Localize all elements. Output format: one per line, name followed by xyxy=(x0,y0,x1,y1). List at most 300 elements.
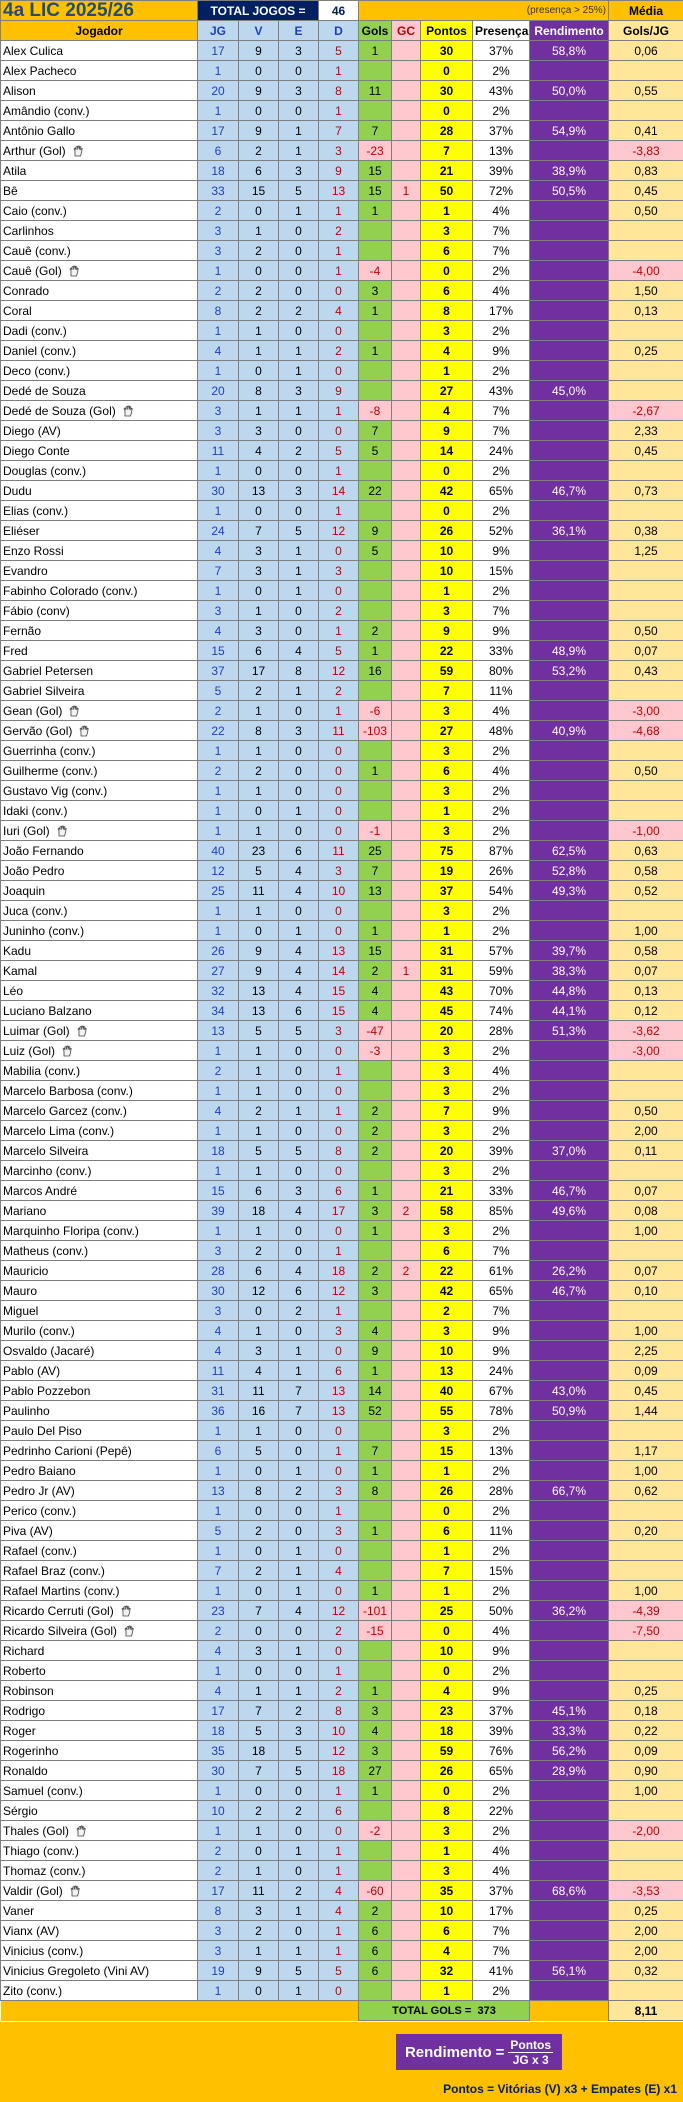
table-row xyxy=(1,341,683,361)
cell-player-name xyxy=(1,1801,198,1821)
cell-e: 5 xyxy=(279,1021,319,1041)
table-row xyxy=(1,861,683,881)
table-row xyxy=(1,1921,683,1941)
cell-pontos: 0 xyxy=(421,61,473,81)
cell-jg: 24 xyxy=(198,521,239,541)
cell-jg: 1 xyxy=(198,1781,239,1801)
cell-jg: 3 xyxy=(198,241,239,261)
cell-gols-jg xyxy=(609,1841,683,1861)
cell-player-name xyxy=(1,1041,198,1061)
player-name: Rafael (conv.) xyxy=(3,1543,77,1558)
cell-presenca: 2% xyxy=(473,361,530,381)
cell-gols: 16 xyxy=(359,661,392,681)
cell-jg: 11 xyxy=(198,441,239,461)
cell-rendimento xyxy=(530,1581,609,1601)
cell-player-name xyxy=(1,981,198,1001)
player-name: Roger xyxy=(3,1723,36,1738)
cell-d: 12 xyxy=(319,1601,359,1621)
table-row xyxy=(1,741,683,761)
player-name: Vianx (AV) xyxy=(3,1923,60,1938)
cell-v: 3 xyxy=(239,1901,279,1921)
cell-presenca: 2% xyxy=(473,261,530,281)
cell-player-name xyxy=(1,641,198,661)
cell-pontos: 6 xyxy=(421,761,473,781)
cell-gc xyxy=(392,1781,421,1801)
cell-v: 5 xyxy=(239,861,279,881)
table-row xyxy=(1,321,683,341)
table-row xyxy=(1,241,683,261)
cell-rendimento xyxy=(530,141,609,161)
cell-jg: 28 xyxy=(198,1261,239,1281)
cell-e: 1 xyxy=(279,1981,319,2001)
cell-gc xyxy=(392,1481,421,1501)
cell-player-name xyxy=(1,721,198,741)
cell-jg: 1 xyxy=(198,1541,239,1561)
cell-rendimento xyxy=(530,1641,609,1661)
goalkeeper-glove-icon xyxy=(72,144,84,156)
cell-gols xyxy=(359,1981,392,2001)
cell-rendimento xyxy=(530,261,609,281)
player-name: Guilherme (conv.) xyxy=(3,763,98,778)
goalkeeper-glove-icon xyxy=(68,704,80,716)
table-row xyxy=(1,1541,683,1561)
table-row xyxy=(1,1461,683,1481)
cell-v: 0 xyxy=(239,801,279,821)
cell-gols xyxy=(359,1661,392,1681)
cell-player-name xyxy=(1,401,198,421)
cell-player-name xyxy=(1,701,198,721)
cell-gc xyxy=(392,1041,421,1061)
cell-gc xyxy=(392,481,421,501)
table-row xyxy=(1,941,683,961)
cell-gc xyxy=(392,281,421,301)
player-name: Dedé de Souza xyxy=(3,383,86,398)
cell-gc xyxy=(392,541,421,561)
cell-presenca: 2% xyxy=(473,741,530,761)
cell-presenca: 54% xyxy=(473,881,530,901)
cell-v: 1 xyxy=(239,341,279,361)
cell-rendimento: 36,2% xyxy=(530,1601,609,1621)
cell-presenca: 78% xyxy=(473,1401,530,1421)
cell-pontos: 1 xyxy=(421,1841,473,1861)
col-header-d: D xyxy=(319,21,359,41)
cell-player-name xyxy=(1,1321,198,1341)
cell-jg: 3 xyxy=(198,601,239,621)
cell-e: 0 xyxy=(279,1241,319,1261)
cell-v: 1 xyxy=(239,1681,279,1701)
cell-presenca: 4% xyxy=(473,761,530,781)
cell-player-name xyxy=(1,1101,198,1121)
cell-player-name xyxy=(1,681,198,701)
cell-presenca: 43% xyxy=(473,381,530,401)
cell-jg: 2 xyxy=(198,1621,239,1641)
cell-player-name xyxy=(1,1561,198,1581)
cell-gc xyxy=(392,1981,421,2001)
goalkeeper-glove-icon xyxy=(56,824,68,836)
cell-jg: 1 xyxy=(198,1161,239,1181)
col-header-name: Jogador xyxy=(1,21,198,41)
cell-e: 0 xyxy=(279,101,319,121)
cell-pontos: 0 xyxy=(421,1621,473,1641)
cell-gols-jg: 2,33 xyxy=(609,421,683,441)
cell-d: 0 xyxy=(319,541,359,561)
cell-player-name xyxy=(1,961,198,981)
cell-d: 8 xyxy=(319,81,359,101)
cell-rendimento xyxy=(530,301,609,321)
cell-jg: 3 xyxy=(198,1301,239,1321)
cell-presenca: 4% xyxy=(473,201,530,221)
rendimento-fraction xyxy=(508,2038,553,2067)
cell-gols xyxy=(359,1081,392,1101)
cell-e: 0 xyxy=(279,1781,319,1801)
player-name: Alex Culica xyxy=(3,43,64,58)
cell-gols-jg xyxy=(609,1861,683,1881)
cell-v: 7 xyxy=(239,1601,279,1621)
cell-d: 0 xyxy=(319,1341,359,1361)
cell-v: 0 xyxy=(239,1621,279,1641)
cell-jg: 13 xyxy=(198,1021,239,1041)
cell-gols: 22 xyxy=(359,481,392,501)
player-name: Mauro xyxy=(3,1283,38,1298)
cell-pontos: 23 xyxy=(421,1701,473,1721)
cell-presenca: 2% xyxy=(473,1081,530,1101)
cell-d: 0 xyxy=(319,1421,359,1441)
table-row xyxy=(1,1821,683,1841)
cell-e: 0 xyxy=(279,261,319,281)
cell-rendimento xyxy=(530,1341,609,1361)
cell-e: 2 xyxy=(279,1481,319,1501)
cell-pontos: 55 xyxy=(421,1401,473,1421)
cell-gc xyxy=(392,1921,421,1941)
cell-jg: 3 xyxy=(198,1941,239,1961)
cell-player-name xyxy=(1,581,198,601)
cell-gc xyxy=(392,1661,421,1681)
cell-presenca: 39% xyxy=(473,161,530,181)
cell-presenca: 4% xyxy=(473,1861,530,1881)
cell-gc xyxy=(392,461,421,481)
cell-gols-jg xyxy=(609,741,683,761)
player-name: Miguel xyxy=(3,1303,39,1318)
cell-e: 1 xyxy=(279,1941,319,1961)
cell-gc xyxy=(392,1421,421,1441)
cell-presenca: 39% xyxy=(473,1721,530,1741)
table-row xyxy=(1,201,683,221)
cell-pontos: 30 xyxy=(421,41,473,61)
cell-d: 1 xyxy=(319,1501,359,1521)
cell-presenca: 2% xyxy=(473,1161,530,1181)
cell-gols xyxy=(359,1861,392,1881)
cell-gc xyxy=(392,61,421,81)
cell-gc xyxy=(392,1521,421,1541)
cell-gols-jg: 1,44 xyxy=(609,1401,683,1421)
cell-e: 0 xyxy=(279,281,319,301)
cell-v: 0 xyxy=(239,461,279,481)
cell-d: 10 xyxy=(319,1721,359,1741)
cell-gc xyxy=(392,121,421,141)
cell-d: 1 xyxy=(319,1441,359,1461)
table-row xyxy=(1,1141,683,1161)
cell-rendimento xyxy=(530,921,609,941)
cell-pontos: 3 xyxy=(421,1161,473,1181)
cell-v: 0 xyxy=(239,581,279,601)
cell-player-name xyxy=(1,1021,198,1041)
cell-e: 0 xyxy=(279,1061,319,1081)
cell-gols-jg: 0,07 xyxy=(609,1181,683,1201)
cell-gols: 1 xyxy=(359,1221,392,1241)
cell-v: 6 xyxy=(239,1261,279,1281)
cell-jg: 1 xyxy=(198,741,239,761)
cell-d: 8 xyxy=(319,1701,359,1721)
cell-jg: 1 xyxy=(198,581,239,601)
table-row xyxy=(1,161,683,181)
cell-e: 4 xyxy=(279,981,319,1001)
cell-e: 3 xyxy=(279,381,319,401)
cell-rendimento: 48,9% xyxy=(530,641,609,661)
cell-pontos: 10 xyxy=(421,541,473,561)
cell-jg: 4 xyxy=(198,1681,239,1701)
cell-presenca: 2% xyxy=(473,581,530,601)
cell-jg: 7 xyxy=(198,1561,239,1581)
cell-gols-jg: 0,90 xyxy=(609,1761,683,1781)
player-rows xyxy=(1,41,683,2001)
cell-presenca: 9% xyxy=(473,1101,530,1121)
cell-gols xyxy=(359,901,392,921)
cell-gc xyxy=(392,681,421,701)
cell-gc xyxy=(392,941,421,961)
cell-pontos: 21 xyxy=(421,161,473,181)
cell-jg: 4 xyxy=(198,341,239,361)
cell-gols-jg: 2,25 xyxy=(609,1341,683,1361)
cell-v: 0 xyxy=(239,1541,279,1561)
cell-presenca: 76% xyxy=(473,1741,530,1761)
cell-presenca: 15% xyxy=(473,1561,530,1581)
player-name: Rafael Martins (conv.) xyxy=(3,1583,120,1598)
cell-v: 13 xyxy=(239,981,279,1001)
player-name: Robinson xyxy=(3,1683,54,1698)
goalkeeper-glove-icon xyxy=(76,1024,88,1036)
cell-rendimento xyxy=(530,341,609,361)
cell-presenca: 4% xyxy=(473,1621,530,1641)
cell-rendimento xyxy=(530,1981,609,2001)
cell-gc xyxy=(392,1741,421,1761)
table-row xyxy=(1,1121,683,1141)
cell-d: 3 xyxy=(319,1021,359,1041)
cell-e: 1 xyxy=(279,1561,319,1581)
table-row xyxy=(1,501,683,521)
player-name: Perico (conv.) xyxy=(3,1503,77,1518)
cell-v: 16 xyxy=(239,1401,279,1421)
cell-presenca: 2% xyxy=(473,921,530,941)
cell-presenca: 2% xyxy=(473,1541,530,1561)
cell-d: 0 xyxy=(319,821,359,841)
cell-gols: 4 xyxy=(359,1001,392,1021)
player-name: Diego Conte xyxy=(3,443,70,458)
cell-v: 1 xyxy=(239,1161,279,1181)
cell-gols: 1 xyxy=(359,1681,392,1701)
cell-rendimento xyxy=(530,1861,609,1881)
cell-rendimento xyxy=(530,1301,609,1321)
cell-jg: 4 xyxy=(198,1641,239,1661)
table-row xyxy=(1,841,683,861)
cell-player-name xyxy=(1,1121,198,1141)
table-row xyxy=(1,701,683,721)
player-name: Mariano xyxy=(3,1203,47,1218)
cell-pontos: 26 xyxy=(421,1481,473,1501)
cell-gols-jg: 1,00 xyxy=(609,921,683,941)
cell-rendimento: 53,2% xyxy=(530,661,609,681)
cell-gols: 1 xyxy=(359,921,392,941)
cell-e: 0 xyxy=(279,741,319,761)
cell-d: 13 xyxy=(319,1381,359,1401)
cell-pontos: 3 xyxy=(421,221,473,241)
cell-d: 2 xyxy=(319,601,359,621)
cell-v: 1 xyxy=(239,1321,279,1341)
cell-gols xyxy=(359,101,392,121)
cell-d: 3 xyxy=(319,861,359,881)
cell-rendimento: 45,0% xyxy=(530,381,609,401)
cell-rendimento: 66,7% xyxy=(530,1481,609,1501)
cell-gols xyxy=(359,801,392,821)
cell-rendimento: 36,1% xyxy=(530,521,609,541)
cell-gols: 2 xyxy=(359,1141,392,1161)
cell-pontos: 42 xyxy=(421,1281,473,1301)
cell-d: 0 xyxy=(319,421,359,441)
cell-e: 4 xyxy=(279,961,319,981)
cell-pontos: 6 xyxy=(421,281,473,301)
cell-presenca: 65% xyxy=(473,1281,530,1301)
cell-d: 6 xyxy=(319,1361,359,1381)
table-row xyxy=(1,1181,683,1201)
cell-jg: 8 xyxy=(198,301,239,321)
cell-e: 1 xyxy=(279,341,319,361)
legend-footer xyxy=(0,2022,683,2102)
cell-pontos: 0 xyxy=(421,1661,473,1681)
cell-gc xyxy=(392,881,421,901)
cell-pontos: 3 xyxy=(421,1321,473,1341)
table-row xyxy=(1,1441,683,1461)
rendimento-formula xyxy=(396,2034,562,2070)
cell-d: 1 xyxy=(319,1661,359,1681)
cell-rendimento xyxy=(530,1621,609,1641)
cell-gols-jg xyxy=(609,1641,683,1661)
total-jogos-value: 46 xyxy=(319,1,359,21)
cell-gc xyxy=(392,1241,421,1261)
cell-pontos: 4 xyxy=(421,1941,473,1961)
cell-d: 1 xyxy=(319,1781,359,1801)
cell-jg: 40 xyxy=(198,841,239,861)
cell-presenca: 13% xyxy=(473,1441,530,1461)
table-row xyxy=(1,1021,683,1041)
cell-gc xyxy=(392,741,421,761)
cell-d: 1 xyxy=(319,61,359,81)
table-row xyxy=(1,1841,683,1861)
player-name: Thiago (conv.) xyxy=(3,1843,79,1858)
player-name: Marcinho (conv.) xyxy=(3,1163,92,1178)
cell-gols-jg: 0,50 xyxy=(609,621,683,641)
cell-d: 0 xyxy=(319,281,359,301)
table-row xyxy=(1,1601,683,1621)
cell-pontos: 28 xyxy=(421,121,473,141)
cell-presenca: 26% xyxy=(473,861,530,881)
col-header-e: E xyxy=(279,21,319,41)
cell-v: 2 xyxy=(239,241,279,261)
player-name: Fernão xyxy=(3,623,42,638)
cell-rendimento: 51,3% xyxy=(530,1021,609,1041)
cell-e: 1 xyxy=(279,561,319,581)
cell-jg: 2 xyxy=(198,761,239,781)
cell-jg: 17 xyxy=(198,41,239,61)
table-row xyxy=(1,1621,683,1641)
cell-gols xyxy=(359,1241,392,1261)
cell-rendimento xyxy=(530,1501,609,1521)
cell-e: 1 xyxy=(279,401,319,421)
cell-v: 4 xyxy=(239,441,279,461)
cell-rendimento: 26,2% xyxy=(530,1261,609,1281)
goalkeeper-glove-icon xyxy=(75,1824,87,1836)
cell-jg: 35 xyxy=(198,1741,239,1761)
table-row xyxy=(1,1901,683,1921)
cell-pontos: 1 xyxy=(421,1541,473,1561)
table-row xyxy=(1,1421,683,1441)
cell-player-name xyxy=(1,1641,198,1661)
cell-rendimento xyxy=(530,1541,609,1561)
table-row xyxy=(1,641,683,661)
cell-gols: 3 xyxy=(359,1281,392,1301)
cell-pontos: 20 xyxy=(421,1021,473,1041)
cell-pontos: 3 xyxy=(421,1081,473,1101)
cell-rendimento: 37,0% xyxy=(530,1141,609,1161)
cell-rendimento: 50,9% xyxy=(530,1401,609,1421)
cell-presenca: 2% xyxy=(473,1821,530,1841)
cell-gols-jg: -4,39 xyxy=(609,1601,683,1621)
cell-gc xyxy=(392,401,421,421)
cell-player-name xyxy=(1,141,198,161)
cell-presenca: 15% xyxy=(473,561,530,581)
cell-player-name xyxy=(1,1341,198,1361)
cell-jg: 19 xyxy=(198,1961,239,1981)
cell-v: 13 xyxy=(239,1001,279,1021)
table-row xyxy=(1,961,683,981)
cell-gols: 1 xyxy=(359,761,392,781)
cell-presenca: 2% xyxy=(473,1121,530,1141)
cell-gols: 6 xyxy=(359,1941,392,1961)
cell-v: 1 xyxy=(239,1041,279,1061)
cell-v: 18 xyxy=(239,1201,279,1221)
cell-presenca: 33% xyxy=(473,641,530,661)
cell-jg: 15 xyxy=(198,1181,239,1201)
cell-gols: -4 xyxy=(359,261,392,281)
cell-e: 0 xyxy=(279,1161,319,1181)
cell-player-name xyxy=(1,661,198,681)
cell-gols-jg: 0,52 xyxy=(609,881,683,901)
cell-d: 0 xyxy=(319,1461,359,1481)
table-row xyxy=(1,1781,683,1801)
cell-gols-jg: -3,83 xyxy=(609,141,683,161)
cell-rendimento: 50,0% xyxy=(530,81,609,101)
cell-presenca: 4% xyxy=(473,1061,530,1081)
cell-rendimento: 50,5% xyxy=(530,181,609,201)
cell-presenca: 7% xyxy=(473,1921,530,1941)
col-header-gols-jg: Gols/JG xyxy=(609,21,683,41)
cell-gc xyxy=(392,581,421,601)
player-name: Valdir (Gol) xyxy=(3,1883,63,1898)
col-header-presenca: Presença xyxy=(473,21,530,41)
cell-player-name xyxy=(1,421,198,441)
player-name: Diego (AV) xyxy=(3,423,61,438)
cell-e: 3 xyxy=(279,161,319,181)
cell-rendimento xyxy=(530,1121,609,1141)
cell-d: 0 xyxy=(319,361,359,381)
